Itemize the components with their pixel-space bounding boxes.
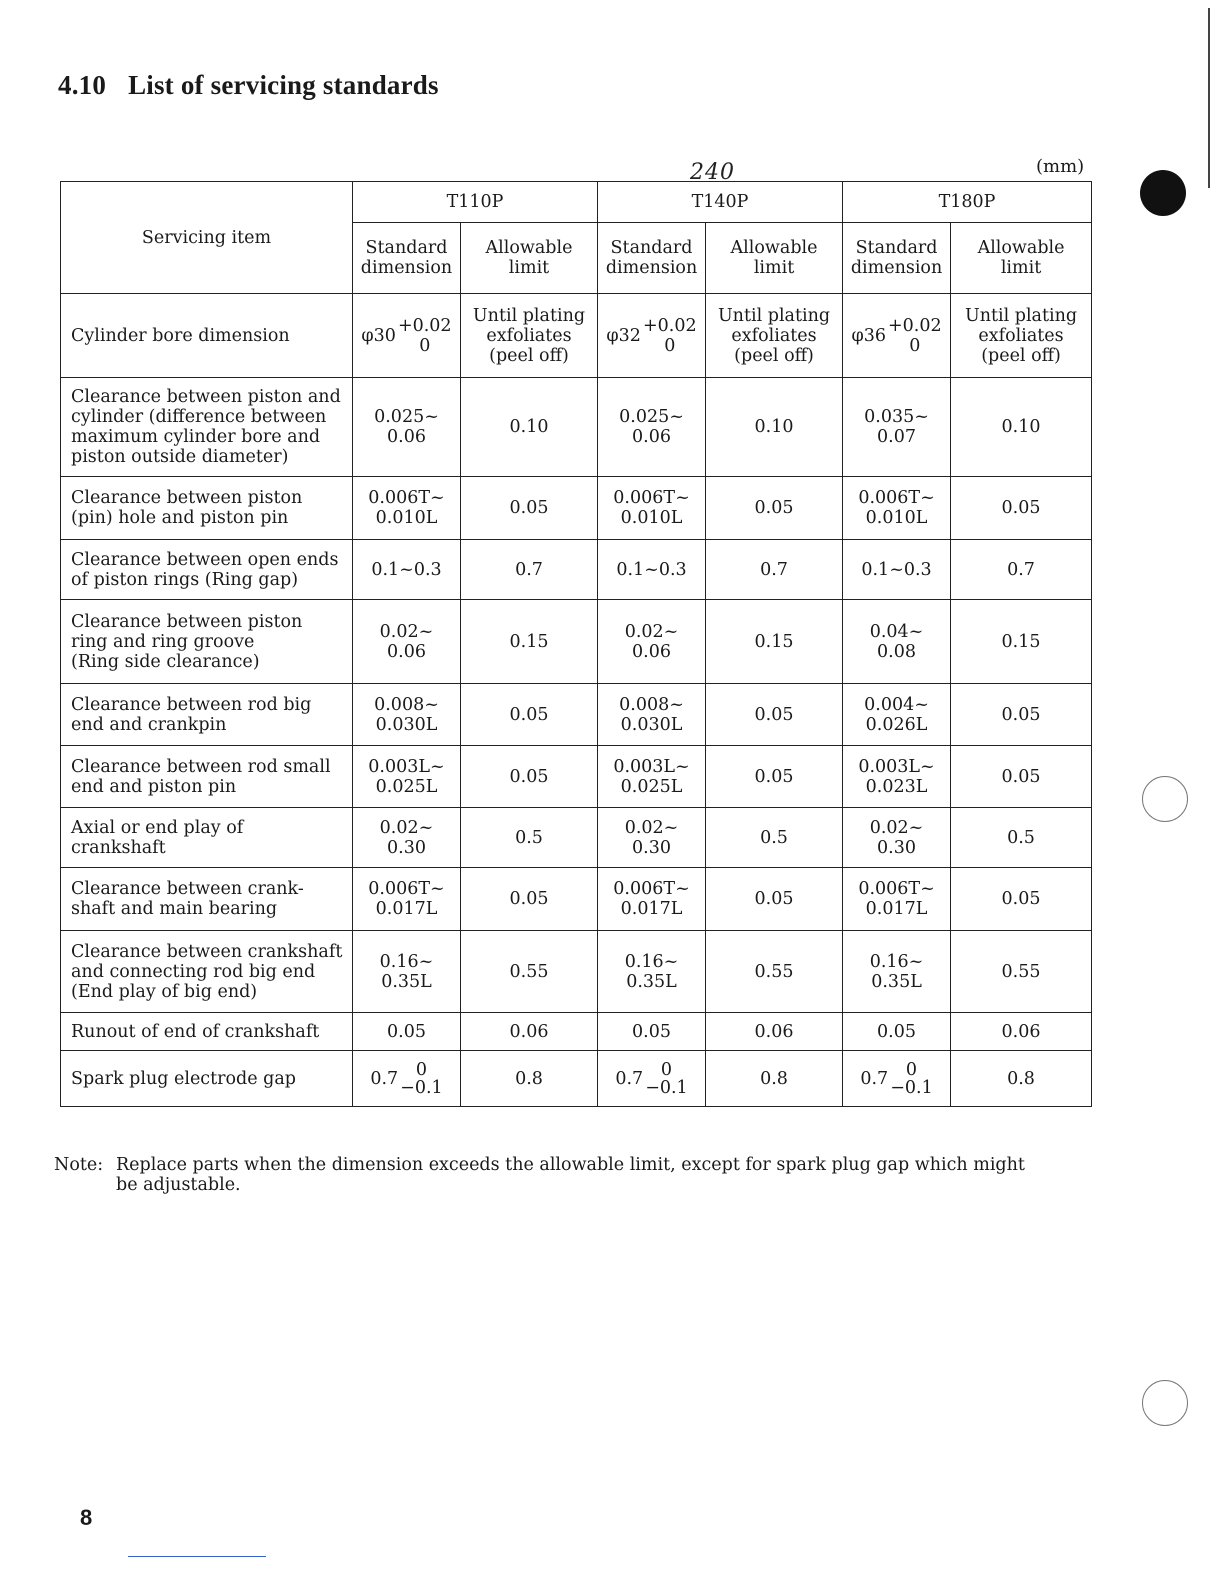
allowable-limit-cell: 0.55 [951, 931, 1092, 1013]
allowable-limit-cell: 0.06 [951, 1013, 1092, 1051]
nominal-value: φ30 [361, 325, 396, 346]
allowable-limit-cell: Until plating exfoliates (peel off) [461, 294, 598, 378]
servicing-item-cell: Clearance between rod big end and crankpin [61, 684, 353, 746]
allowable-limit-cell: Until plating exfoliates (peel off) [706, 294, 843, 378]
standard-dimension-cell [843, 294, 951, 378]
allowable-limit-cell: Until plating exfoliates (peel off) [951, 294, 1092, 378]
model-header: T140P [598, 182, 843, 223]
standard-dimension-cell: 0.05 [843, 1013, 951, 1051]
allowable-limit-cell: 0.05 [461, 746, 598, 808]
standard-dimension-cell: 0.02~ 0.30 [843, 808, 951, 868]
table-row [61, 868, 1092, 931]
section-title: List of servicing standards [128, 70, 439, 100]
page-number: 8 [80, 1505, 93, 1530]
standard-dimension-cell: 0.16~ 0.35L [353, 931, 461, 1013]
allowable-limit-cell: 0.05 [951, 746, 1092, 808]
standard-dimension-cell: 0.025~ 0.06 [353, 378, 461, 477]
nominal-value: φ32 [606, 325, 641, 346]
standard-dimension-cell: 0.1~0.3 [598, 540, 706, 600]
allowable-limit-cell: 0.55 [706, 931, 843, 1013]
tolerance-value [851, 316, 941, 356]
allowable-limit-header: Allowable limit [706, 223, 843, 294]
binder-hole [1142, 776, 1188, 822]
servicing-item-cell: Runout of end of crankshaft [61, 1013, 353, 1051]
tolerance-lower: −0.1 [890, 1077, 933, 1098]
standard-dimension-header: Standard dimension [353, 223, 461, 294]
scan-mark-line [128, 1556, 266, 1557]
tolerance-upper: +0.02 [887, 315, 942, 336]
standard-dimension-cell: 0.008~ 0.030L [598, 684, 706, 746]
servicing-standards-table [60, 181, 1092, 1107]
tolerance-value [615, 1061, 687, 1097]
allowable-limit-cell: 0.05 [951, 868, 1092, 931]
allowable-limit-cell: 0.15 [461, 600, 598, 684]
section-heading [58, 70, 439, 101]
servicing-item-cell: Clearance between piston (pin) hole and piston pin [61, 477, 353, 540]
standard-dimension-cell: 0.003L~ 0.025L [353, 746, 461, 808]
allowable-limit-cell: 0.05 [706, 684, 843, 746]
allowable-limit-cell: 0.7 [706, 540, 843, 600]
allowable-limit-cell: 0.15 [706, 600, 843, 684]
tolerance-lower: 0 [419, 335, 431, 356]
table-row [61, 477, 1092, 540]
standard-dimension-cell [843, 1051, 951, 1107]
allowable-limit-cell: 0.05 [706, 868, 843, 931]
standard-dimension-cell: 0.006T~ 0.017L [353, 868, 461, 931]
allowable-limit-cell: 0.06 [461, 1013, 598, 1051]
allowable-limit-cell: 0.05 [951, 684, 1092, 746]
standard-dimension-cell [598, 1051, 706, 1107]
allowable-limit-cell: 0.05 [706, 477, 843, 540]
allowable-limit-cell: 0.05 [461, 477, 598, 540]
allowable-limit-cell: 0.8 [461, 1051, 598, 1107]
allowable-limit-cell: 0.05 [951, 477, 1092, 540]
allowable-limit-cell: 0.10 [461, 378, 598, 477]
handwritten-page-note: 240 [690, 160, 735, 185]
model-header: T110P [353, 182, 598, 223]
note-label: Note: [54, 1155, 104, 1175]
standard-dimension-cell: 0.006T~ 0.010L [843, 477, 951, 540]
table-row [61, 600, 1092, 684]
tolerance-value [606, 316, 696, 356]
standard-dimension-cell: 0.02~ 0.30 [353, 808, 461, 868]
allowable-limit-cell: 0.10 [706, 378, 843, 477]
nominal-value: φ36 [851, 325, 886, 346]
servicing-item-cell: Clearance between open ends of piston rings (Ring gap) [61, 540, 353, 600]
allowable-limit-cell: 0.5 [706, 808, 843, 868]
servicing-item-cell: Clearance between rod small end and piston pin [61, 746, 353, 808]
servicing-item-header: Servicing item [61, 182, 353, 294]
standard-dimension-cell: 0.1~0.3 [353, 540, 461, 600]
standard-dimension-cell: 0.05 [598, 1013, 706, 1051]
standard-dimension-cell: 0.16~ 0.35L [843, 931, 951, 1013]
standard-dimension-cell [353, 294, 461, 378]
nominal-value: 0.7 [615, 1068, 644, 1089]
tolerance-upper: 0 [415, 1059, 427, 1080]
page-edge-line [1208, 8, 1210, 188]
nominal-value: 0.7 [370, 1068, 399, 1089]
table-row [61, 1013, 1092, 1051]
servicing-item-cell: Axial or end play of crankshaft [61, 808, 353, 868]
servicing-item-cell: Clearance between piston ring and ring groove (Ring side clearance) [61, 600, 353, 684]
servicing-item-cell: Spark plug electrode gap [61, 1051, 353, 1107]
allowable-limit-cell: 0.5 [951, 808, 1092, 868]
servicing-item-cell: Cylinder bore dimension [61, 294, 353, 378]
standard-dimension-cell: 0.02~ 0.30 [598, 808, 706, 868]
tolerance-upper: +0.02 [642, 315, 697, 336]
binder-hole [1142, 1380, 1188, 1426]
standard-dimension-cell: 0.006T~ 0.017L [598, 868, 706, 931]
tolerance-lower: −0.1 [645, 1077, 688, 1098]
table-row [61, 294, 1092, 378]
tolerance-upper: +0.02 [397, 315, 452, 336]
standard-dimension-cell: 0.02~ 0.06 [353, 600, 461, 684]
binder-hole-filled [1140, 170, 1186, 216]
table-row [61, 540, 1092, 600]
standard-dimension-cell: 0.003L~ 0.025L [598, 746, 706, 808]
allowable-limit-cell: 0.5 [461, 808, 598, 868]
standard-dimension-cell: 0.16~ 0.35L [598, 931, 706, 1013]
table-row [61, 931, 1092, 1013]
standard-dimension-cell [598, 294, 706, 378]
standard-dimension-cell: 0.004~ 0.026L [843, 684, 951, 746]
standard-dimension-cell: 0.1~0.3 [843, 540, 951, 600]
allowable-limit-cell: 0.15 [951, 600, 1092, 684]
tolerance-lower: 0 [909, 335, 921, 356]
standard-dimension-cell: 0.006T~ 0.010L [598, 477, 706, 540]
table-row [61, 808, 1092, 868]
section-number: 4.10 [58, 70, 107, 100]
allowable-limit-cell: 0.05 [461, 868, 598, 931]
standard-dimension-cell: 0.02~ 0.06 [598, 600, 706, 684]
tolerance-value [860, 1061, 932, 1097]
unit-label: (mm) [1036, 156, 1085, 177]
standard-dimension-cell: 0.006T~ 0.010L [353, 477, 461, 540]
allowable-limit-cell: 0.8 [706, 1051, 843, 1107]
allowable-limit-cell: 0.7 [461, 540, 598, 600]
tolerance-value [361, 316, 451, 356]
model-header: T180P [843, 182, 1092, 223]
standard-dimension-cell: 0.003L~ 0.023L [843, 746, 951, 808]
standard-dimension-cell: 0.05 [353, 1013, 461, 1051]
standard-dimension-cell [353, 1051, 461, 1107]
allowable-limit-header: Allowable limit [461, 223, 598, 294]
allowable-limit-cell: 0.55 [461, 931, 598, 1013]
servicing-item-cell: Clearance between crank- shaft and main bearing [61, 868, 353, 931]
servicing-item-cell: Clearance between crankshaft and connecting rod big end (End play of big end) [61, 931, 353, 1013]
standard-dimension-cell: 0.035~ 0.07 [843, 378, 951, 477]
table-row [61, 378, 1092, 477]
table-row [61, 684, 1092, 746]
servicing-item-cell: Clearance between piston and cylinder (difference between maximum cylinder bore and piston outside diameter) [61, 378, 353, 477]
table-row [61, 1051, 1092, 1107]
standard-dimension-header: Standard dimension [843, 223, 951, 294]
tolerance-value [370, 1061, 442, 1097]
standard-dimension-cell: 0.025~ 0.06 [598, 378, 706, 477]
tolerance-upper: 0 [660, 1059, 672, 1080]
tolerance-upper: 0 [905, 1059, 918, 1080]
tolerance-lower: 0 [664, 335, 676, 356]
allowable-limit-header: Allowable limit [951, 223, 1092, 294]
nominal-value: 0.7 [860, 1068, 889, 1089]
allowable-limit-cell: 0.7 [951, 540, 1092, 600]
allowable-limit-cell: 0.8 [951, 1051, 1092, 1107]
table-body [61, 294, 1092, 1107]
allowable-limit-cell: 0.05 [706, 746, 843, 808]
tolerance-lower: −0.1 [400, 1077, 443, 1098]
standard-dimension-header: Standard dimension [598, 223, 706, 294]
allowable-limit-cell: 0.06 [706, 1013, 843, 1051]
allowable-limit-cell: 0.10 [951, 378, 1092, 477]
note-text: Replace parts when the dimension exceeds the allowable limit, except for spark plug gap which might be adjustable. [116, 1155, 1025, 1195]
standard-dimension-cell: 0.006T~ 0.017L [843, 868, 951, 931]
standard-dimension-cell: 0.04~ 0.08 [843, 600, 951, 684]
table-row [61, 746, 1092, 808]
standard-dimension-cell: 0.008~ 0.030L [353, 684, 461, 746]
allowable-limit-cell: 0.05 [461, 684, 598, 746]
